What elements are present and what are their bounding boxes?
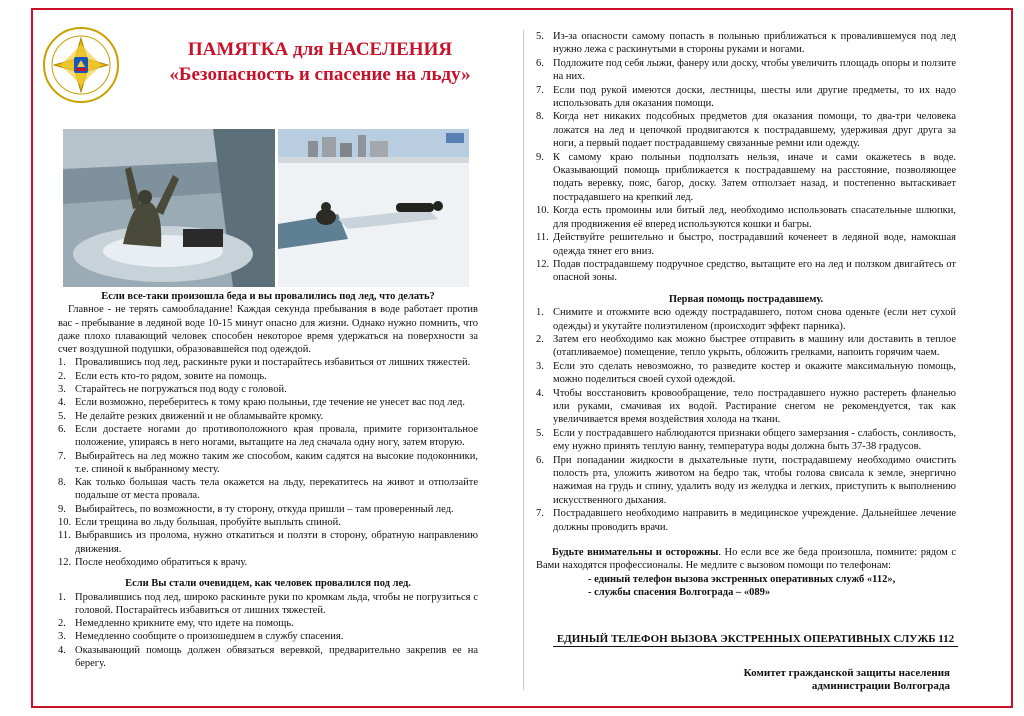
list-item-number: 10. xyxy=(58,517,72,529)
witness-list xyxy=(58,591,478,671)
list-item-text: Провалившись под лед, раскиньте руки и постарайтесь избавиться от лишних тяжестей. xyxy=(75,357,471,369)
list-item-number: 12. xyxy=(536,258,550,270)
list-item xyxy=(536,231,956,258)
list-item-text: Выбравшись из пролома, нужно откатиться и ползти в сторону, обратную направлению движения. xyxy=(75,530,478,555)
list-item-number: 11. xyxy=(536,232,549,244)
list-item-text: Снимите и отожмите всю одежду пострадавшего, потом снова оденьте (если нет сухой одежды) и укутайте полиэтиленом (происходит эффект парника). xyxy=(553,307,956,332)
list-item xyxy=(536,258,956,285)
title-line-1: ПАМЯТКА для НАСЕЛЕНИЯ xyxy=(187,39,453,60)
list-item-text: Когда есть промоины или битый лед, необходимо использовать спасательные шлюпки, для продвижения её вперед используются кошки и багры. xyxy=(553,205,956,230)
civil-defense-emblem-icon xyxy=(42,26,120,104)
photo-rescue-on-ice xyxy=(278,129,469,287)
list-item xyxy=(536,427,956,454)
list-item xyxy=(536,151,956,205)
list-item-text: Подложите под себя лыжи, фанеру или доску, чтобы увеличить площадь опоры и ползите на них. xyxy=(553,57,956,83)
photo-person-in-ice-hole xyxy=(63,129,275,287)
list-item-text: Если это сделать невозможно, то разведите костер и окажите максимальную помощь, можно поделиться своей сухой одеждой. xyxy=(553,360,956,386)
list-item-number: 6. xyxy=(58,423,66,435)
list-item xyxy=(58,396,478,409)
right-column xyxy=(536,30,956,600)
committee-signature xyxy=(700,667,950,693)
list-item xyxy=(536,204,956,231)
list-item xyxy=(536,57,956,84)
list-item-text: Подав пострадавшему подручное средство, вытащите его на лед и ползком двигайтесь от опасной зоны. xyxy=(553,258,956,284)
list-item-number: 7. xyxy=(58,450,66,462)
list-item xyxy=(58,370,478,383)
list-item-text: Немедленно сообщите о произошедшем в службу спасения. xyxy=(75,631,344,643)
list-item xyxy=(536,387,956,427)
list-item xyxy=(58,529,478,556)
list-item-number: 4. xyxy=(536,387,544,399)
list-item-text: Как только большая часть тела окажется на льду, перекатитесь на живот и отползайте подальше от места провала. xyxy=(75,477,478,502)
list-item-text: Провалившись под лед, широко раскиньте руки по кромкам льда, чтобы не погрузиться с головой. Постарайтесь избавиться от лишних тяжестей. xyxy=(75,591,478,616)
section-fell-through-title: Если все-таки произошла беда и вы провалились под лед, что делать? xyxy=(101,291,435,302)
list-item-text: После необходимо обратиться к врачу. xyxy=(75,556,248,568)
list-item-number: 4. xyxy=(58,397,66,409)
list-item-number: 5. xyxy=(536,427,544,439)
list-item-number: 10. xyxy=(536,205,550,217)
list-item-number: 1. xyxy=(58,591,66,603)
committee-line-1: Комитет гражданской защиты населения xyxy=(743,667,950,679)
list-item-number: 3. xyxy=(58,384,66,396)
list-item xyxy=(58,450,478,477)
column-divider xyxy=(523,30,524,690)
list-item xyxy=(58,476,478,503)
list-item xyxy=(58,591,478,618)
list-item-text: Если достаете ногами до противоположного края провала, примите горизонтальное положение, упираясь в него ногами, вытащите на лед сначала одну ногу, затем вторую. xyxy=(75,423,478,449)
first-aid-list xyxy=(536,306,956,534)
list-item xyxy=(536,110,956,150)
title-line-2: «Безопасность и спасение на льду» xyxy=(169,64,471,85)
list-item-text: Немедленно крикните ему, что идете на помощь. xyxy=(75,618,294,630)
list-item-text: Если у пострадавшего наблюдаются признаки общего замерзания - слабость, сонливость, ему нужно принять теплую ванну, температура воды должна быть 37-38 градусов. xyxy=(553,427,956,453)
list-item-number: 9. xyxy=(536,151,544,163)
warning-bold: Будьте внимательны и осторожны xyxy=(552,547,719,559)
list-item-number: 2. xyxy=(536,333,544,345)
list-item-number: 7. xyxy=(536,508,544,520)
list-item xyxy=(58,383,478,396)
list-item-number: 6. xyxy=(536,57,544,69)
list-item xyxy=(58,516,478,529)
list-item-number: 8. xyxy=(58,477,66,489)
list-item-text: Затем его необходимо как можно быстрее отправить в машину или доставить в теплое (отапливаемое) помещение, тепло укрыть, обложить грелками, напоить горячим чаем. xyxy=(553,333,956,359)
list-item-number: 7. xyxy=(536,84,544,96)
list-item-number: 11. xyxy=(58,530,71,542)
list-item-text: Оказывающий помощь должен обвязаться веревкой, предварительно закрепив ее на берегу. xyxy=(75,644,478,670)
list-item xyxy=(58,617,478,630)
list-item-text: Если возможно, переберитесь к тому краю полыньи, где течение не унесет вас под лед. xyxy=(75,397,465,409)
list-item-text: Чтобы восстановить кровообращение, тело пострадавшего нужно растереть фланелью или руками, смачивая их водой. Растирание снегом не рекомендуется, так как увеличивается время воздействия холода на ткани. xyxy=(553,387,956,426)
warning-rest: . Но если все же беда произошла, помните: рядом с Вами находятся профессионалы. Не медлите с вызовом помощи по телефонам: xyxy=(536,547,956,572)
list-item-number: 1. xyxy=(58,357,66,369)
list-item-text: Выбирайтесь на лед можно таким же способом, каким садятся на высокие подоконники, т.е. спиной к выбранному месту. xyxy=(75,450,478,475)
list-item xyxy=(58,503,478,516)
list-item-number: 4. xyxy=(58,644,66,656)
list-item-text: Если есть кто-то рядом, зовите на помощь. xyxy=(75,370,267,382)
list-item-number: 2. xyxy=(58,618,66,630)
list-item xyxy=(536,30,956,57)
phone-line-112: - единый телефон вызова экстренных оперативных служб «112», xyxy=(588,573,896,585)
list-item-text: Выбирайтесь, по возможности, в ту сторону, откуда пришли – там проверенный лед. xyxy=(75,503,454,515)
list-item-text: Действуйте решительно и быстро, пострадавший коченеет в ледяной воде, намокшая одежда тянет его вниз. xyxy=(553,232,956,257)
section-witness-title: Если Вы стали очевидцем, как человек провалился под лед. xyxy=(125,578,411,590)
list-item-number: 2. xyxy=(58,370,66,382)
list-item xyxy=(58,556,478,569)
list-item-number: 8. xyxy=(536,111,544,123)
emergency-phone-banner: ЕДИНЫЙ ТЕЛЕФОН ВЫЗОВА ЭКСТРЕННЫХ ОПЕРАТИВНЫХ СЛУЖБ 112 xyxy=(553,633,958,647)
list-item-text: Если под рукой имеются доски, лестницы, шесты или другие предметы, то их надо использовать для оказания помощи. xyxy=(553,84,956,110)
section-fell-through-intro: Главное - не терять самообладание! Каждая секунда пребывания в воде работает против вас - пребывание в ледяной воде 10-15 минут опасно для жизни. Однако нужно помнить, что даже плохо плавающий человек способен некоторое время удержаться на поверхности за счет воздушной подушки, образовавшейся под одеждой. xyxy=(58,304,478,356)
list-item-number: 3. xyxy=(536,360,544,372)
list-item-number: 6. xyxy=(536,454,544,466)
list-item-text: Пострадавшего необходимо направить в медицинское учреждение. Дальнейшее лечение должны проводить врачи. xyxy=(553,508,956,533)
list-item xyxy=(58,356,478,369)
list-item-number: 3. xyxy=(58,631,66,643)
list-item-text: При попадании жидкости в дыхательные пути, пострадавшему необходимо очистить полость рта, уложить животом на бедро так, чтобы голова свисала к земле, энергично нажимая на грудь и спину, удалить воду из желудка и легких, приступить к выполнению искусственного дыхания. xyxy=(553,454,956,506)
page-title xyxy=(120,38,520,88)
phone-line-089: - службы спасения Волгограда – «089» xyxy=(588,587,771,599)
list-item xyxy=(536,454,956,508)
list-item-number: 1. xyxy=(536,307,544,319)
list-item-number: 5. xyxy=(58,410,66,422)
list-item xyxy=(58,644,478,671)
fell-through-list xyxy=(58,356,478,569)
list-item-number: 9. xyxy=(58,503,66,515)
list-item-number: 12. xyxy=(58,556,72,568)
list-item xyxy=(58,630,478,643)
list-item-text: Из-за опасности самому попасть в полынью приближаться к провалившемуся под лед нужно лежа с раскинутыми в стороны руками и ногами. xyxy=(553,31,956,56)
list-item xyxy=(536,84,956,111)
list-item xyxy=(536,306,956,333)
list-item xyxy=(58,423,478,450)
list-item xyxy=(536,507,956,534)
list-item xyxy=(536,360,956,387)
rescue-steps-list xyxy=(536,30,956,285)
list-item xyxy=(536,333,956,360)
left-column xyxy=(58,290,478,670)
list-item-text: Когда нет никаких подсобных предметов для оказания помощи, то два-три человека ложатся на лед и цепочкой продвигаются к пострадавшему, удерживая друг друга за ноги, а первый подает пострадавшему связанные ремни или одежду. xyxy=(553,111,956,150)
warning-paragraph xyxy=(536,546,956,573)
list-item-text: К самому краю полыньи подползать нельзя, иначе и сами окажетесь в воде. Оказывающий помощь приближается к пострадавшему на расстояние, позволяющее подать веревку, пояс, багор, доску. Затем отползает назад, и постепенно вытаскивает пострадавшего на крепкий лед. xyxy=(553,151,956,203)
list-item xyxy=(58,410,478,423)
committee-line-2: администрации Волгограда xyxy=(811,680,950,692)
first-aid-title: Первая помощь пострадавшему. xyxy=(668,293,824,305)
list-item-number: 5. xyxy=(536,31,544,42)
list-item-text: Не делайте резких движений и не обламывайте кромку. xyxy=(75,410,324,422)
list-item-text: Старайтесь не погружаться под воду с головой. xyxy=(75,384,287,396)
list-item-text: Если трещина во льду большая, пробуйте выплыть спиной. xyxy=(75,517,341,529)
